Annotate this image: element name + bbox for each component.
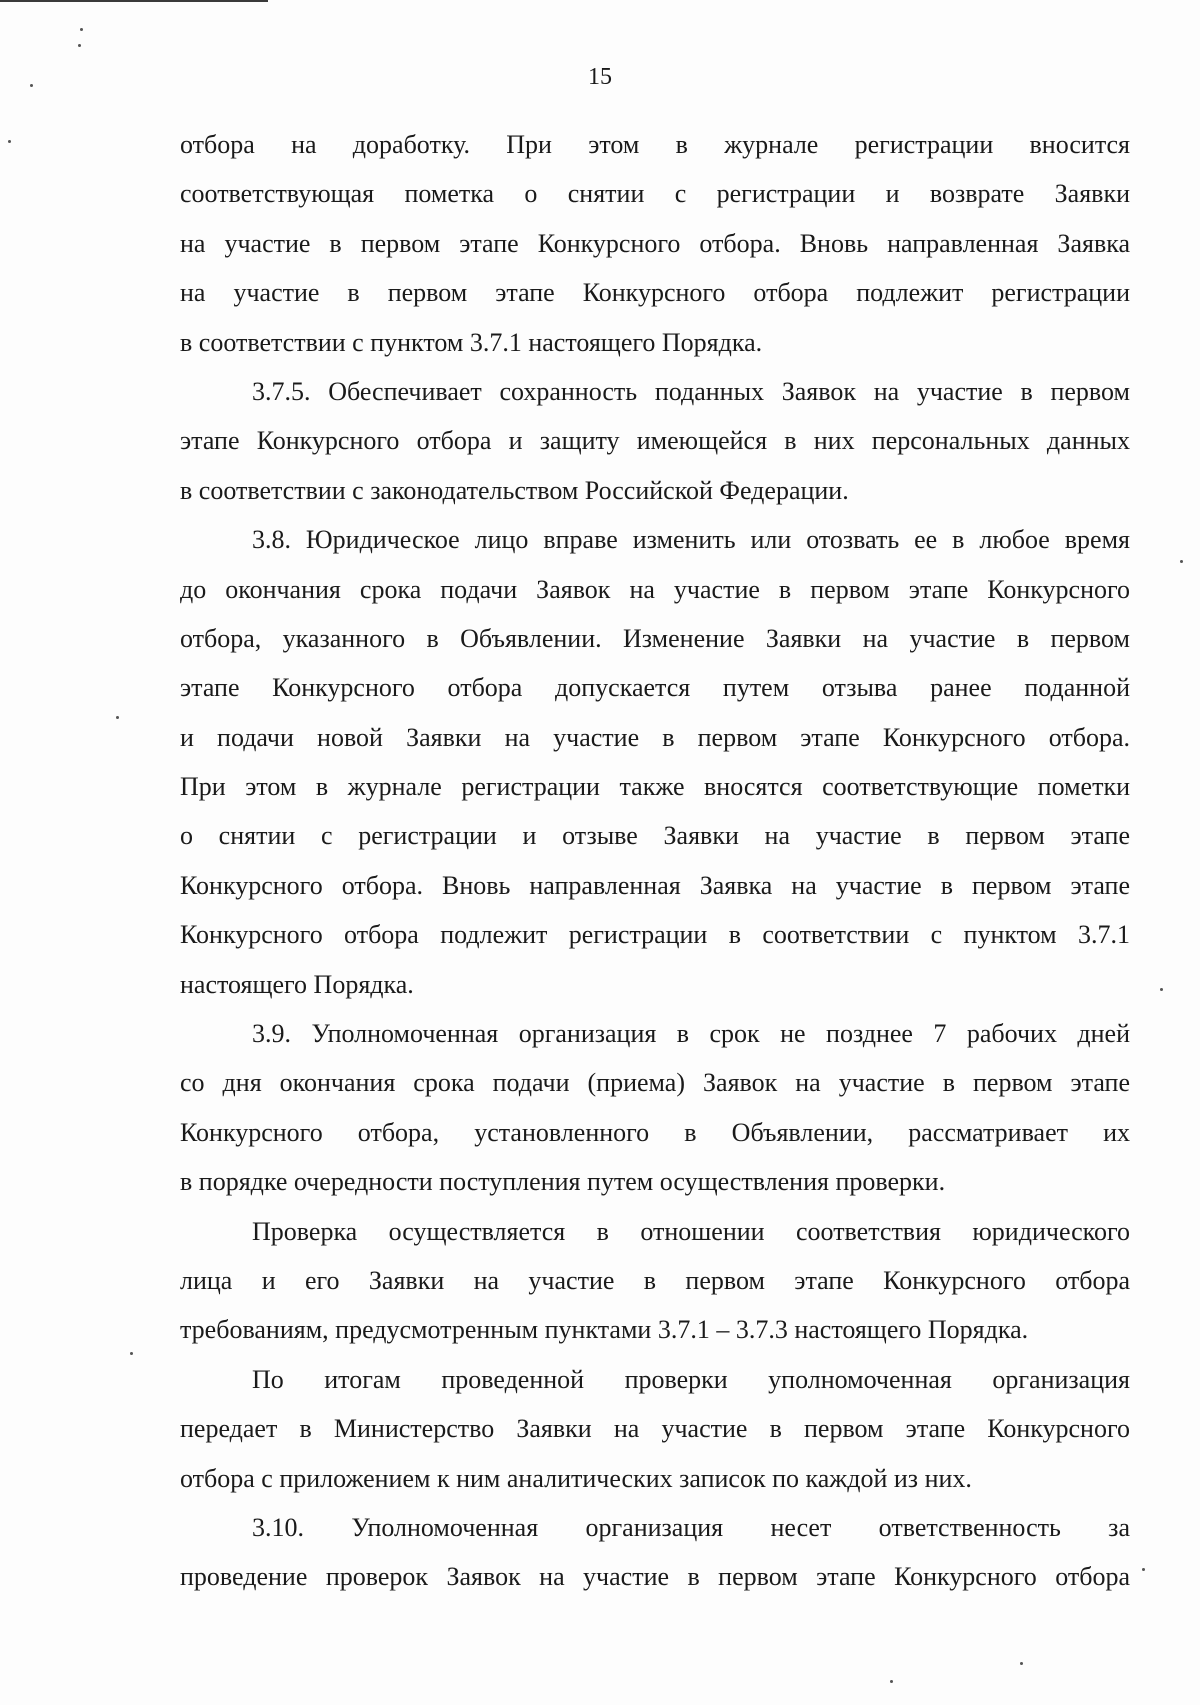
paragraph [180, 120, 1130, 367]
text-line: По итогам проведенной проверки уполномоченная организация [252, 1364, 1130, 1394]
text-line: о снятии с регистрации и отзыве Заявки на участие в первом этапе [180, 821, 1130, 851]
text-line: 3.9. Уполномоченная организация в срок не позднее 7 рабочих дней [252, 1019, 1130, 1049]
paragraph [180, 367, 1130, 515]
text-line: до окончания срока подачи Заявок на участие в первом этапе Конкурсного [180, 574, 1130, 604]
scan-speck [1020, 1662, 1023, 1665]
text-line: настоящего Порядка. [180, 969, 414, 999]
paragraph [180, 1009, 1130, 1207]
text-line: лица и его Заявки на участие в первом этапе Конкурсного отбора [180, 1265, 1130, 1295]
scan-speck [130, 1352, 133, 1355]
text-line: отбора, указанного в Объявлении. Изменение Заявки на участие в первом [180, 623, 1130, 653]
text-line: этапе Конкурсного отбора допускается путем отзыва ранее поданной [180, 673, 1130, 703]
text-line: Конкурсного отбора, установленного в Объявлении, рассматривает их [180, 1117, 1130, 1147]
paragraph [180, 1207, 1130, 1355]
text-line: передает в Министерство Заявки на участие в первом этапе Конкурсного [180, 1414, 1130, 1444]
text-line: При этом в журнале регистрации также вносятся соответствующие пометки [180, 772, 1130, 802]
top-rule [0, 0, 268, 2]
scan-speck [1180, 560, 1183, 563]
scan-speck [890, 1680, 893, 1683]
text-line: на участие в первом этапе Конкурсного отбора подлежит регистрации [180, 278, 1130, 308]
text-line: Конкурсного отбора подлежит регистрации в соответствии с пунктом 3.7.1 [180, 920, 1130, 950]
scan-speck [1142, 1568, 1145, 1571]
text-line: 3.7.5. Обеспечивает сохранность поданных Заявок на участие в первом [252, 376, 1130, 406]
body-text [180, 120, 1130, 1602]
scan-speck [80, 28, 83, 31]
text-line: Проверка осуществляется в отношении соответствия юридического [252, 1216, 1130, 1246]
text-line: Конкурсного отбора. Вновь направленная Заявка на участие в первом этапе [180, 870, 1130, 900]
text-line: отбора с приложением к ним аналитических записок по каждой из них. [180, 1463, 972, 1493]
page-number: 15 [588, 64, 612, 90]
text-line: этапе Конкурсного отбора и защиту имеющейся в них персональных данных [180, 426, 1130, 456]
paragraph [180, 515, 1130, 1009]
text-line: и подачи новой Заявки на участие в первом этапе Конкурсного отбора. [180, 722, 1130, 752]
text-line: со дня окончания срока подачи (приема) Заявок на участие в первом этапе [180, 1068, 1130, 1098]
scan-speck [78, 44, 81, 47]
scan-speck [8, 140, 11, 143]
paragraph [180, 1355, 1130, 1503]
text-line: проведение проверок Заявок на участие в первом этапе Конкурсного отбора [180, 1562, 1130, 1592]
text-line: в соответствии с пунктом 3.7.1 настоящего Порядка. [180, 327, 763, 357]
text-line: в соответствии с законодательством Российской Федерации. [180, 475, 849, 505]
text-line: 3.10. Уполномоченная организация несет ответственность за [252, 1512, 1130, 1542]
text-line: отбора на доработку. При этом в журнале регистрации вносится [180, 130, 1130, 159]
text-line: в порядке очередности поступления путем осуществления проверки. [180, 1167, 946, 1197]
scan-speck [116, 716, 119, 719]
text-line: соответствующая пометка о снятии с регистрации и возврате Заявки [180, 179, 1130, 209]
scan-speck [30, 84, 33, 87]
text-line: на участие в первом этапе Конкурсного отбора. Вновь направленная Заявка [180, 228, 1130, 258]
text-line: требованиям, предусмотренным пунктами 3.7.1 – 3.7.3 настоящего Порядка. [180, 1315, 1029, 1345]
text-line: 3.8. Юридическое лицо вправе изменить или отозвать ее в любое время [252, 525, 1130, 555]
scan-speck [1160, 988, 1163, 991]
paragraph [180, 1503, 1130, 1602]
